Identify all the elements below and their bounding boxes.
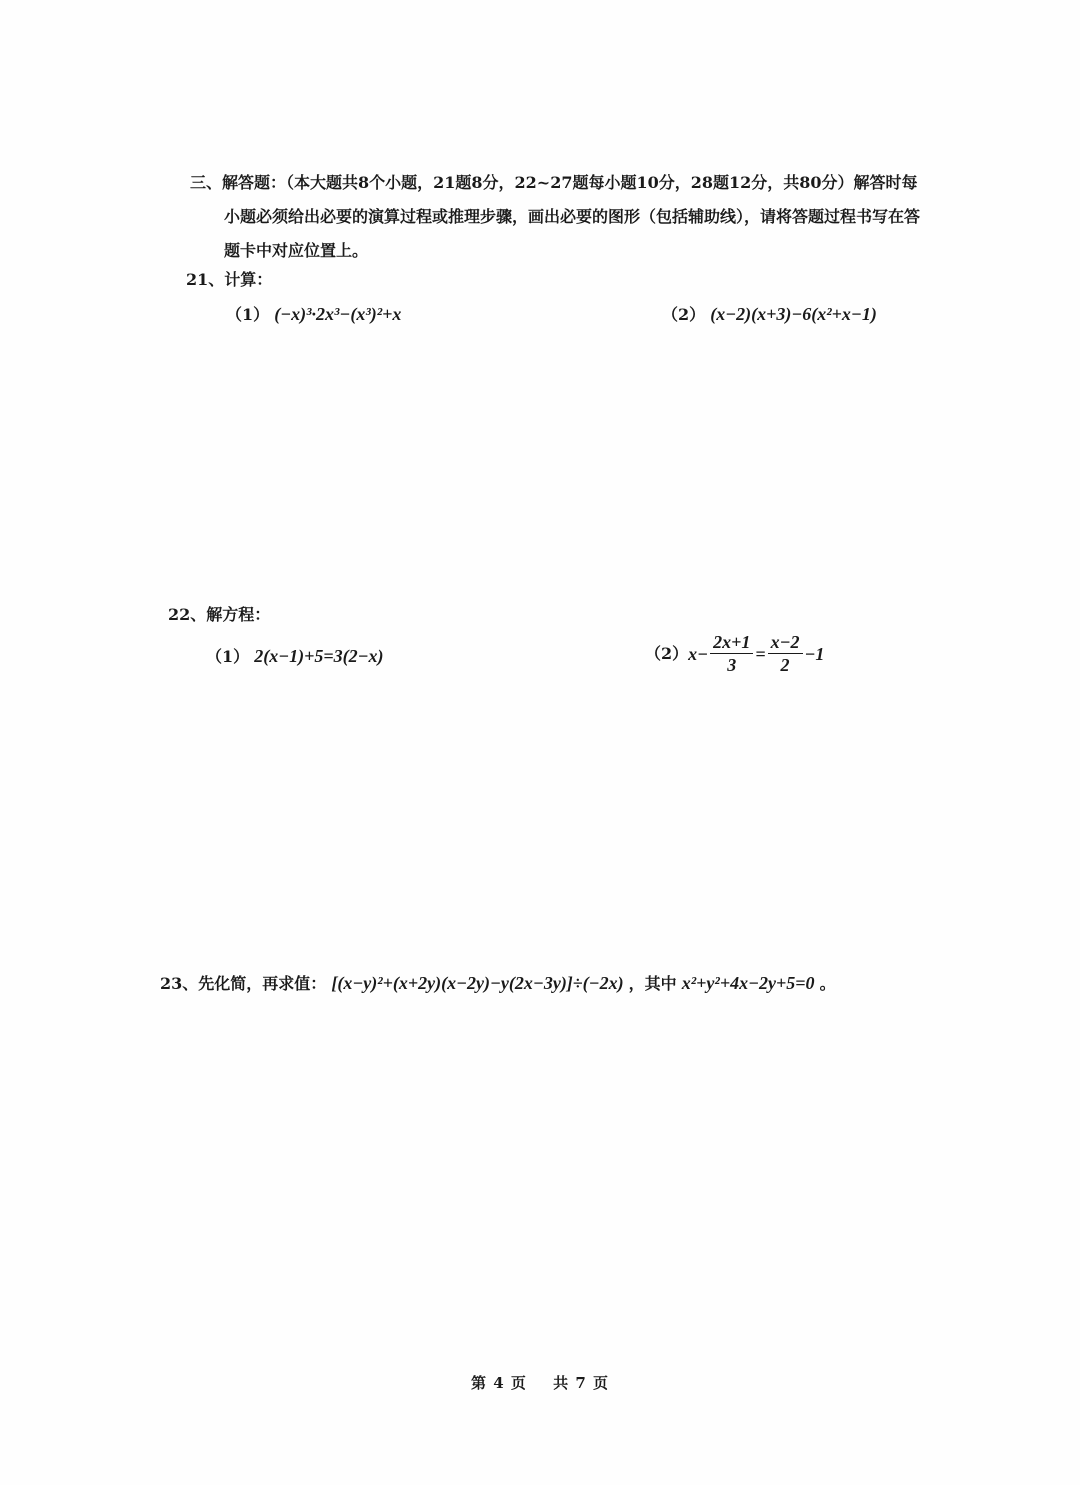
q23-condition-prefix: ，其中 <box>628 974 677 993</box>
q21-p1-expression: (−x)³·2x³−(x³)²+x <box>274 304 402 324</box>
question-23 <box>160 974 836 992</box>
q21-p1-label: （1） <box>226 305 270 324</box>
q22-p2-lead: x− <box>688 643 709 664</box>
section-heading-line1: 三、解答题：（本大题共8个小题，21题8分，22~27题每小题10分，28题12分，共80分）解答时每 <box>190 173 918 192</box>
question-21-part-2 <box>662 305 877 323</box>
question-23-label: 23、先化简，再求值： <box>160 974 327 993</box>
fraction-2-denominator: 2 <box>780 655 790 675</box>
q22-p2-equals: = <box>755 643 766 664</box>
fraction-1-denominator: 3 <box>727 655 737 675</box>
page-number: 第 4 页 <box>470 1374 527 1392</box>
q22-p2-label: （2） <box>645 643 689 663</box>
q21-p2-expression: (x−2)(x+3)−6(x²+x−1) <box>710 304 877 324</box>
page-total: 共 7 页 <box>553 1374 609 1392</box>
section-heading <box>190 166 1005 268</box>
question-21-part-1 <box>226 305 401 323</box>
q22-p1-label: （1） <box>206 647 250 666</box>
q22-p2-fraction-2 <box>768 633 803 674</box>
q23-condition: x²+y²+4x−2y+5=0 <box>681 973 815 993</box>
fraction-2-numerator: x−2 <box>768 633 803 654</box>
section-heading-line2: 小题必须给出必要的演算过程或推理步骤，画出必要的图形（包括辅助线），请将答题过程书写在答 <box>224 207 921 226</box>
fraction-1-numerator: 2x+1 <box>710 633 753 654</box>
question-22-label: 22、解方程： <box>168 605 271 624</box>
question-21-label: 21、计算： <box>186 270 273 289</box>
question-22-part-1 <box>206 647 384 665</box>
q22-p2-tail: −1 <box>804 643 825 664</box>
q23-expression: [(x−y)²+(x+2y)(x−2y)−y(2x−3y)]÷(−2x) <box>331 973 624 993</box>
page-footer <box>0 1372 1080 1393</box>
q23-end: 。 <box>819 974 836 993</box>
q21-p2-label: （2） <box>662 305 706 324</box>
q22-p1-expression: 2(x−1)+5=3(2−x) <box>254 646 384 666</box>
question-22-part-2 <box>645 633 824 674</box>
section-heading-line3: 题卡中对应位置上。 <box>224 241 369 260</box>
q22-p2-fraction-1 <box>710 633 753 674</box>
